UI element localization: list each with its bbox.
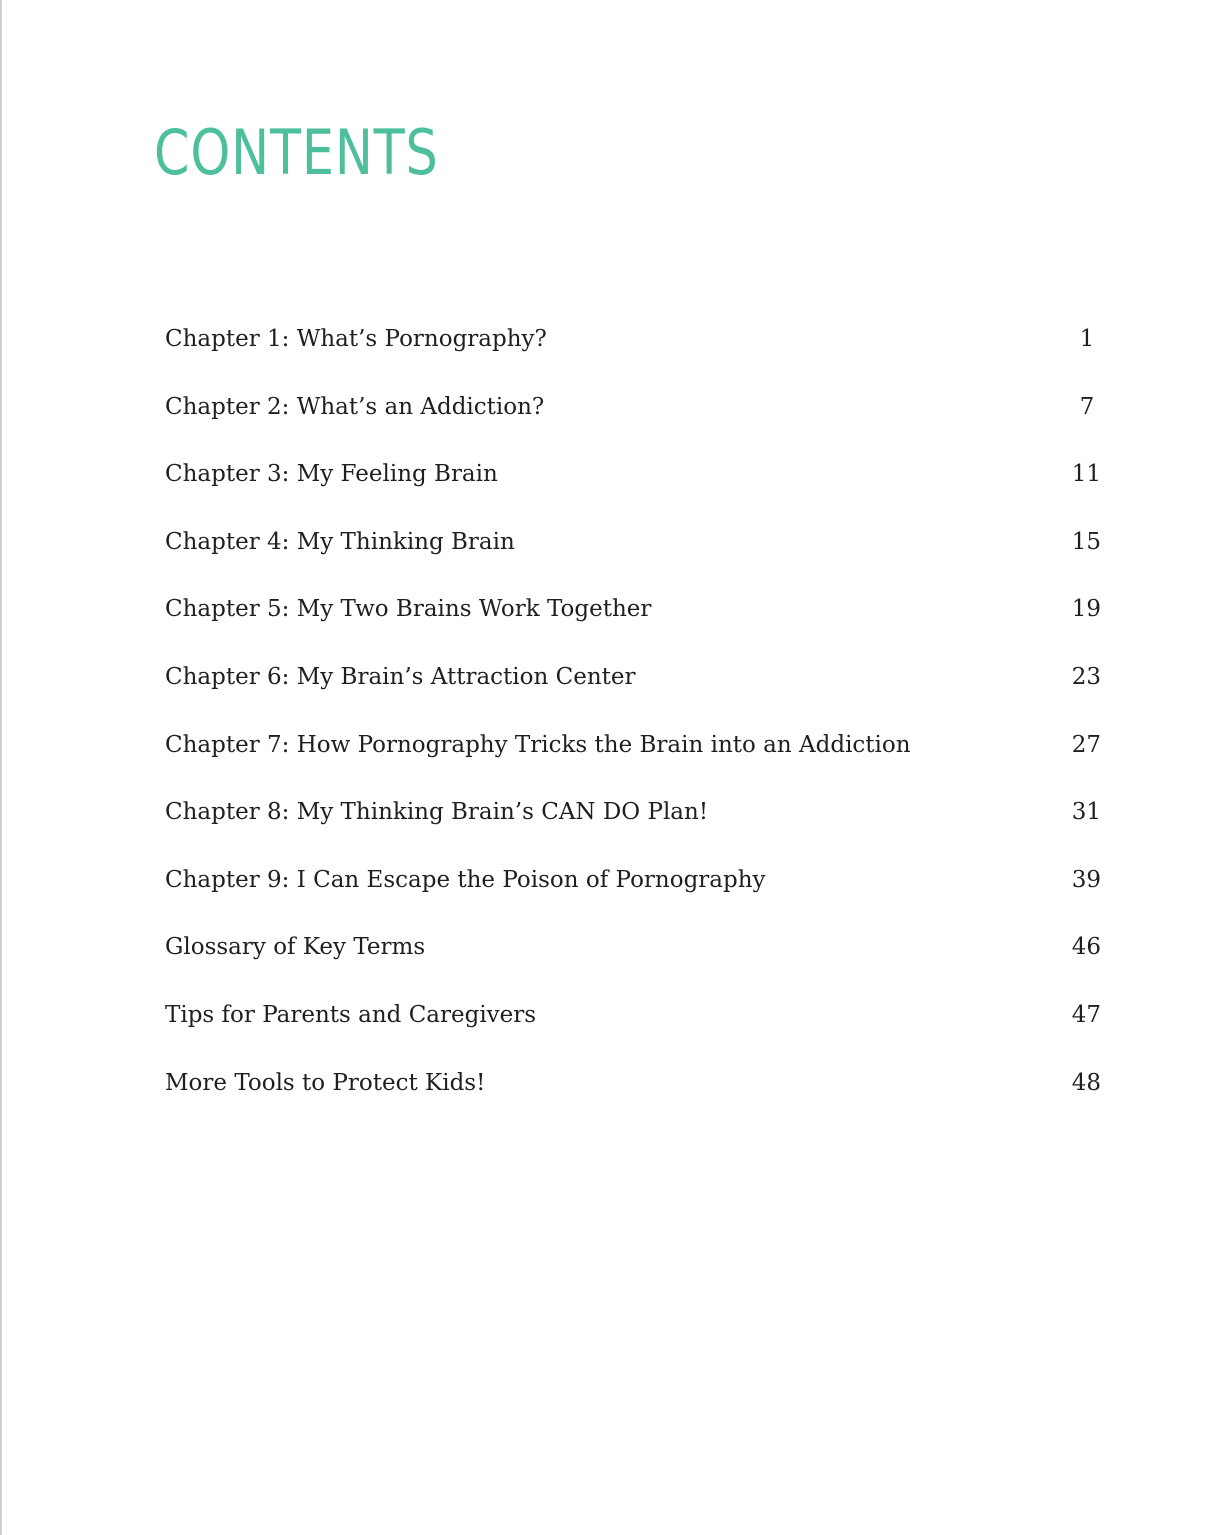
toc-entry-label: Chapter 3: My Feeling Brain (165, 461, 498, 488)
toc-entry-page: 15 (1071, 528, 1101, 555)
toc-entry[interactable] (165, 374, 1101, 442)
toc-entry[interactable] (165, 509, 1101, 577)
toc-entry-label: Chapter 5: My Two Brains Work Together (165, 596, 652, 623)
toc-entry-page: 31 (1071, 799, 1101, 826)
toc-entry-label: Chapter 2: What’s an Addiction? (165, 393, 545, 420)
toc-entry-page: 7 (1079, 393, 1095, 420)
toc-entry-page: 1 (1079, 326, 1095, 352)
toc-entry[interactable] (165, 306, 1101, 374)
toc-entry-label: Glossary of Key Terms (165, 934, 426, 961)
toc-entry[interactable] (165, 982, 1101, 1050)
toc-entry-label: Chapter 7: How Pornography Tricks the Brain into an Addiction (165, 731, 911, 758)
toc-entry-label: Chapter 4: My Thinking Brain (165, 528, 515, 555)
toc-entry[interactable] (165, 847, 1101, 915)
toc-entry-label: Chapter 9: I Can Escape the Poison of Pornography (165, 866, 766, 893)
toc-entry-page: 39 (1071, 866, 1101, 893)
page-title: CONTENTS (154, 116, 439, 189)
toc-entry[interactable] (165, 644, 1101, 712)
table-of-contents (165, 306, 1101, 1117)
toc-entry-page: 48 (1071, 1069, 1101, 1096)
toc-entry-page: 27 (1071, 731, 1101, 758)
toc-entry-label: More Tools to Protect Kids! (165, 1069, 486, 1096)
toc-entry-page: 19 (1071, 596, 1101, 623)
toc-entry[interactable] (165, 779, 1101, 847)
toc-entry[interactable] (165, 914, 1101, 982)
toc-entry[interactable] (165, 441, 1101, 509)
toc-entry-label: Chapter 6: My Brain’s Attraction Center (165, 663, 636, 690)
toc-entry-page: 47 (1071, 1001, 1101, 1028)
toc-entry-label: Chapter 8: My Thinking Brain’s CAN DO Plan! (165, 799, 709, 826)
toc-entry-page: 23 (1071, 663, 1101, 690)
toc-entry[interactable] (165, 712, 1101, 780)
toc-entry[interactable] (165, 576, 1101, 644)
toc-entry-label: Chapter 1: What’s Pornography? (165, 326, 547, 352)
page-edge (0, 0, 2, 1535)
toc-entry-page: 11 (1071, 461, 1101, 488)
toc-entry[interactable] (165, 1050, 1101, 1118)
toc-entry-label: Tips for Parents and Caregivers (165, 1001, 537, 1028)
toc-entry-page: 46 (1071, 934, 1101, 961)
